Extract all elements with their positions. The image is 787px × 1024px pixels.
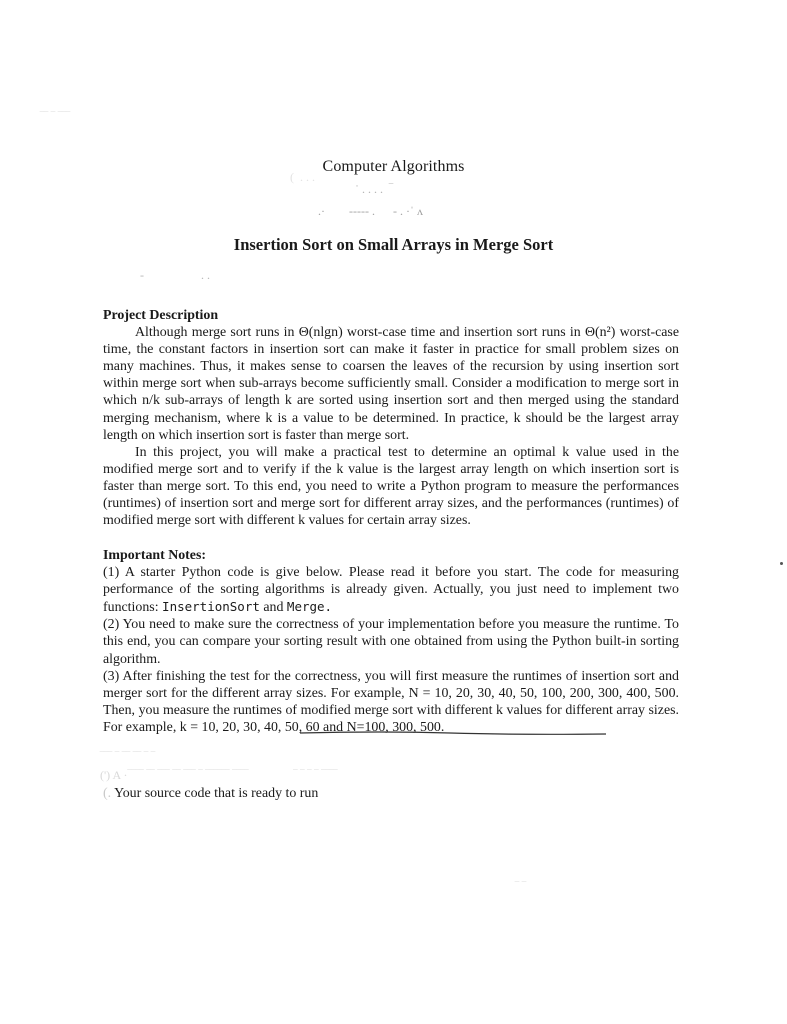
deliverable-item-2 bbox=[103, 785, 318, 802]
project-description-section bbox=[103, 307, 679, 529]
scan-dot bbox=[780, 562, 783, 565]
description-paragraph-1: Although merge sort runs in Θ(nlgn) worst-case time and insertion sort runs in Θ(n²) worst-case time, the constant factors in insertion sort can make it faster in practice for small problem sizes on many machines. Thus, it makes sense to coarsen the leaves of the recursion by using insertion sort within merge sort when sub-arrays become sufficiently small. Consider a modification to merge sort in which n/k sub-arrays of length k are sorted using insertion sort and then merged using the standard merging mechanism, where k is a value to be determined. In practice, k should be the largest array length on which insertion sort is faster than merge sort. bbox=[103, 325, 679, 443]
note-3-example-values: k = 10, 20, 30, 40, 50, 60 and N=100, 300, 500. bbox=[179, 719, 445, 735]
description-paragraph-2: In this project, you will make a practical test to determine an optimal k value used in the modified merge sort and to verify if the k value is the largest array length on which insertion sort is faster than merge sort. To this end, you need to write a Python program to measure the performances (runtimes) of insertion sort and merge sort for different array sizes, and the performances (runtimes) of modified merge sort with different k values for certain array sizes. bbox=[103, 444, 679, 529]
note-3 bbox=[103, 668, 679, 736]
handwritten-underline bbox=[300, 730, 606, 736]
note-1 bbox=[103, 564, 679, 616]
note-2: (2) You need to make sure the correctness of your implementation before you measure the runtime. To this end, you can compare your sorting result with one obtained from using the Python built-in sorting algorithm. bbox=[103, 617, 679, 667]
project-description-heading: Project Description bbox=[103, 308, 219, 323]
important-notes-heading: Important Notes: bbox=[103, 548, 207, 563]
scan-artifact: ‾‾‾ ‾ ‾‾ ‾‾ ‾ ‾ bbox=[100, 750, 155, 764]
deliverable-item-2-text: Your source code that is ready to run bbox=[114, 786, 319, 801]
important-notes-section bbox=[103, 547, 679, 736]
merge-function-name: Merge. bbox=[286, 599, 333, 615]
note-1-text: (1) A starter Python code is give below. Please read it before you start. The code for measuring performance of the sorting algorithms is already given. Actually, you just need to implement two functions: bbox=[103, 565, 679, 616]
note-1-and: and bbox=[263, 600, 284, 616]
note-3-text: (3) After finishing the test for the correctness, you will first measure the runtimes of insertion sort and merger sort for the different array sizes. For example, N = 10, 20, 30, 40, 50, 100, 200, 300, 400, 500. Then, you measure the runtimes of modified merge sort with different k values for different array sizes. For example, bbox=[103, 668, 679, 735]
scan-artifact: (') A ·‾‾‾‾ ‾‾ ‾‾‾ ‾‾ ‾‾‾ ‾ ‾‾‾‾‾‾ ‾‾‾‾ ‾ ‾ ‾ ‾ ‾‾‾‾ bbox=[100, 768, 338, 782]
scan-artifact: ‾ ‾ bbox=[515, 880, 526, 894]
scan-artifact: .· ‐‐‐‐‐ . ‐ . ·ˈ ʌ bbox=[318, 204, 423, 218]
deliverable-item-2-number: (. bbox=[103, 786, 112, 801]
course-title: Computer Algorithms bbox=[322, 158, 465, 175]
document-title: Insertion Sort on Small Arrays in Merge Sort bbox=[233, 235, 554, 254]
scan-artifact: - . . bbox=[140, 268, 210, 282]
scan-artifact: ( . . . bbox=[290, 170, 315, 184]
scan-artifact: ˙ . . . . ‾ bbox=[355, 182, 393, 196]
insertion-sort-function-name: InsertionSort bbox=[162, 599, 260, 615]
scan-artifact: ‾‾ ‾ ‾‾‾ bbox=[40, 110, 70, 124]
